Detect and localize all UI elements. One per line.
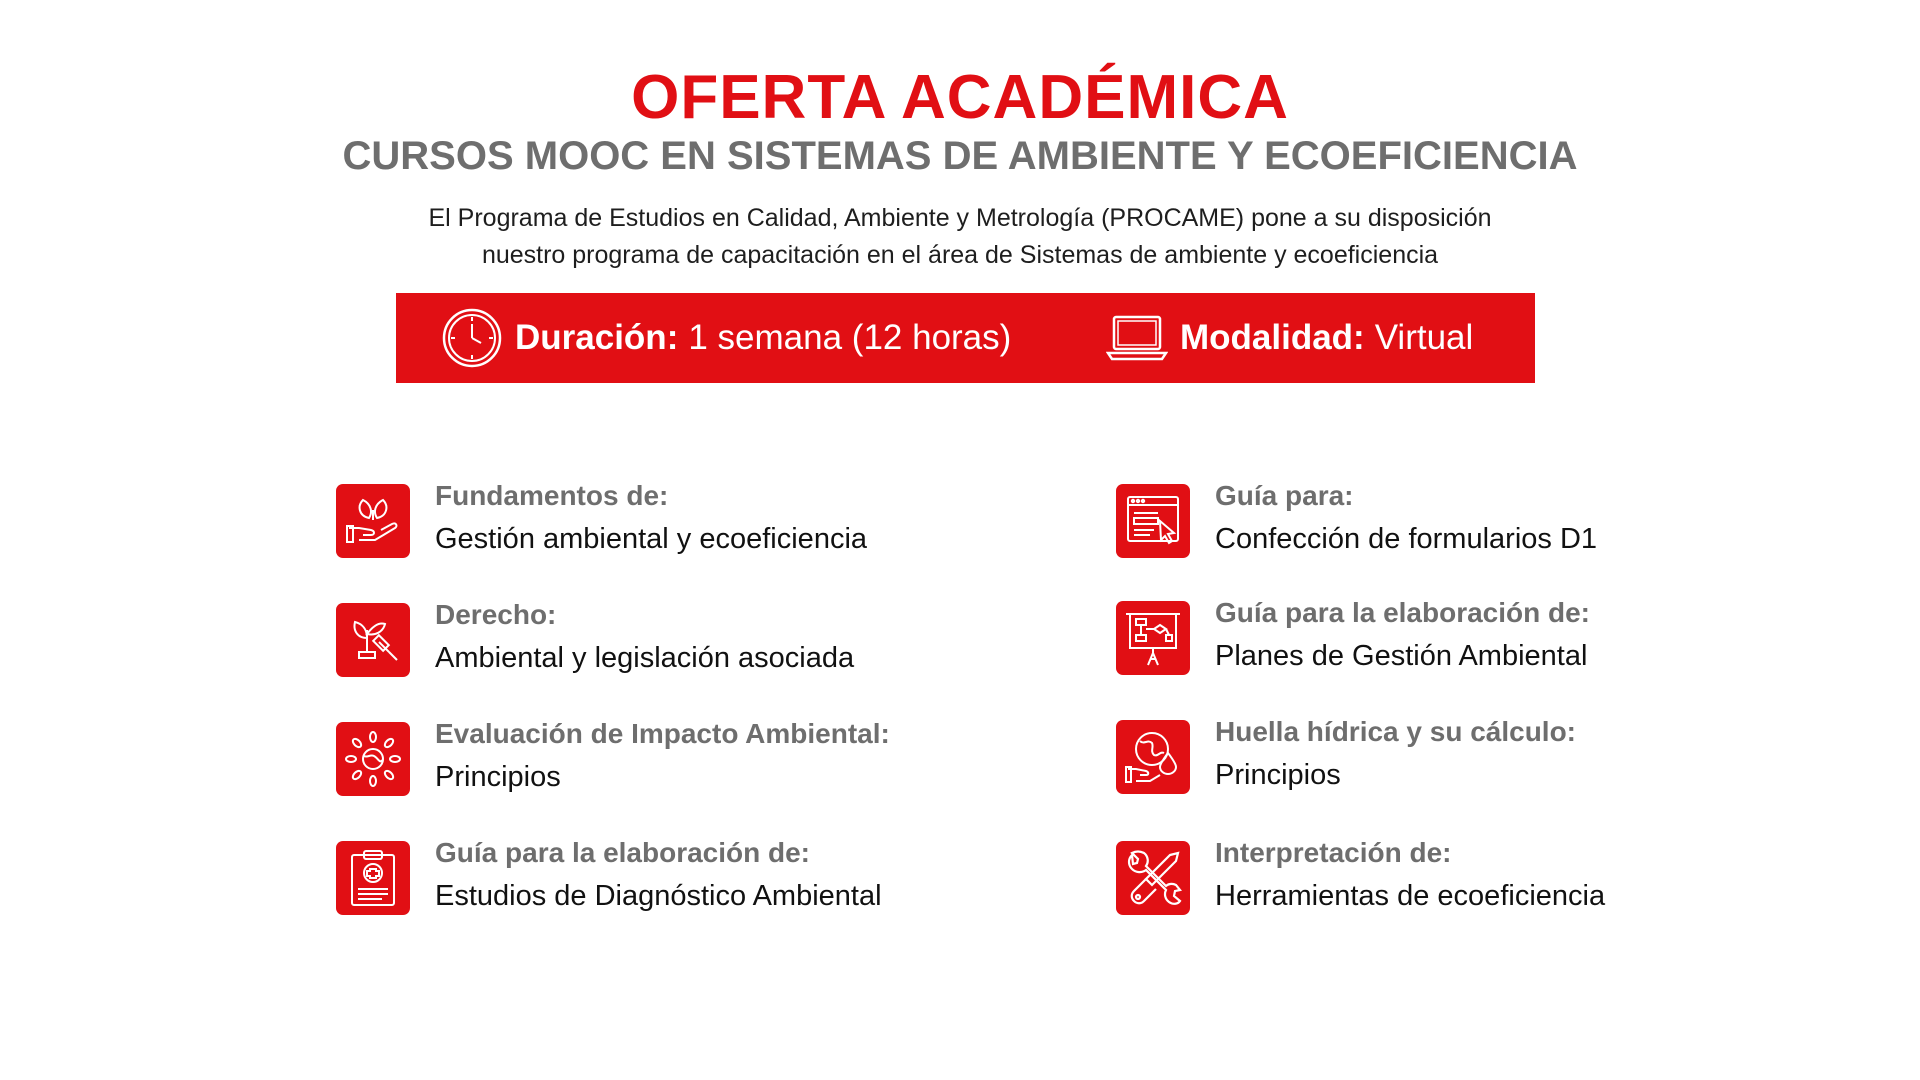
course-icon-box [1116, 841, 1190, 915]
browser-form-icon [1124, 493, 1182, 549]
course-topic: Gestión ambiental y ecoeficiencia [435, 523, 868, 555]
course-heading: Guía para la elaboración de: [435, 837, 811, 868]
course-item[interactable] [1116, 480, 1756, 564]
modality-label: Modalidad: [1180, 318, 1365, 357]
course-item[interactable] [336, 718, 976, 802]
globe-water-hand-icon [1124, 729, 1182, 785]
course-heading: Guía para: [1215, 480, 1354, 511]
modality-value: Virtual [1374, 318, 1474, 357]
course-item[interactable] [1116, 716, 1756, 800]
clipboard-medical-icon [348, 849, 398, 907]
course-topic: Herramientas de ecoeficiencia [1215, 880, 1606, 912]
plant-gavel-icon [345, 612, 401, 668]
course-item[interactable] [336, 599, 976, 683]
course-heading: Derecho: [435, 599, 557, 630]
laptop-icon [1106, 313, 1168, 363]
wrench-screwdriver-icon [1124, 849, 1182, 907]
course-icon-box [336, 484, 410, 558]
course-icon-box [336, 603, 410, 677]
course-item[interactable] [1116, 597, 1756, 681]
course-item[interactable] [336, 837, 976, 921]
course-topic: Principios [1215, 759, 1341, 791]
page-title: OFERTA ACADÉMICA [631, 63, 1289, 132]
course-icon-box [1116, 720, 1190, 794]
course-heading: Huella hídrica y su cálculo: [1215, 716, 1577, 747]
course-icon-box [1116, 484, 1190, 558]
intro-line-1: El Programa de Estudios en Calidad, Ambiente y Metrología (PROCAME) pone a su disposición [428, 204, 1492, 232]
hand-leaves-icon [345, 496, 401, 546]
course-topic: Principios [435, 761, 561, 793]
course-icon-box [336, 841, 410, 915]
flowchart-board-icon [1124, 609, 1182, 667]
info-banner [396, 293, 1535, 383]
modality-info [1106, 293, 1473, 383]
course-item[interactable] [336, 480, 976, 564]
course-heading: Evaluación de Impacto Ambiental: [435, 718, 890, 749]
globe-leaves-icon [344, 730, 402, 788]
intro-line-2: nuestro programa de capacitación en el área de Sistemas de ambiente y ecoeficiencia [481, 241, 1439, 269]
course-icon-box [1116, 601, 1190, 675]
course-heading: Guía para la elaboración de: [1215, 597, 1591, 628]
course-topic: Confección de formularios D1 [1215, 523, 1598, 555]
course-topic: Planes de Gestión Ambiental [1215, 640, 1588, 672]
course-item[interactable] [1116, 837, 1756, 921]
clock-icon [441, 307, 503, 369]
course-heading: Fundamentos de: [435, 480, 669, 511]
course-icon-box [336, 722, 410, 796]
intro-text [0, 200, 1920, 274]
duration-label: Duración: [515, 318, 679, 357]
course-topic: Ambiental y legislación asociada [435, 642, 855, 674]
course-heading: Interpretación de: [1215, 837, 1452, 868]
duration-value: 1 semana (12 horas) [688, 318, 1012, 357]
course-topic: Estudios de Diagnóstico Ambiental [435, 880, 882, 912]
duration-info [441, 293, 1011, 383]
page-subtitle: CURSOS MOOC EN SISTEMAS DE AMBIENTE Y ECOEFICIENCIA [342, 134, 1578, 178]
